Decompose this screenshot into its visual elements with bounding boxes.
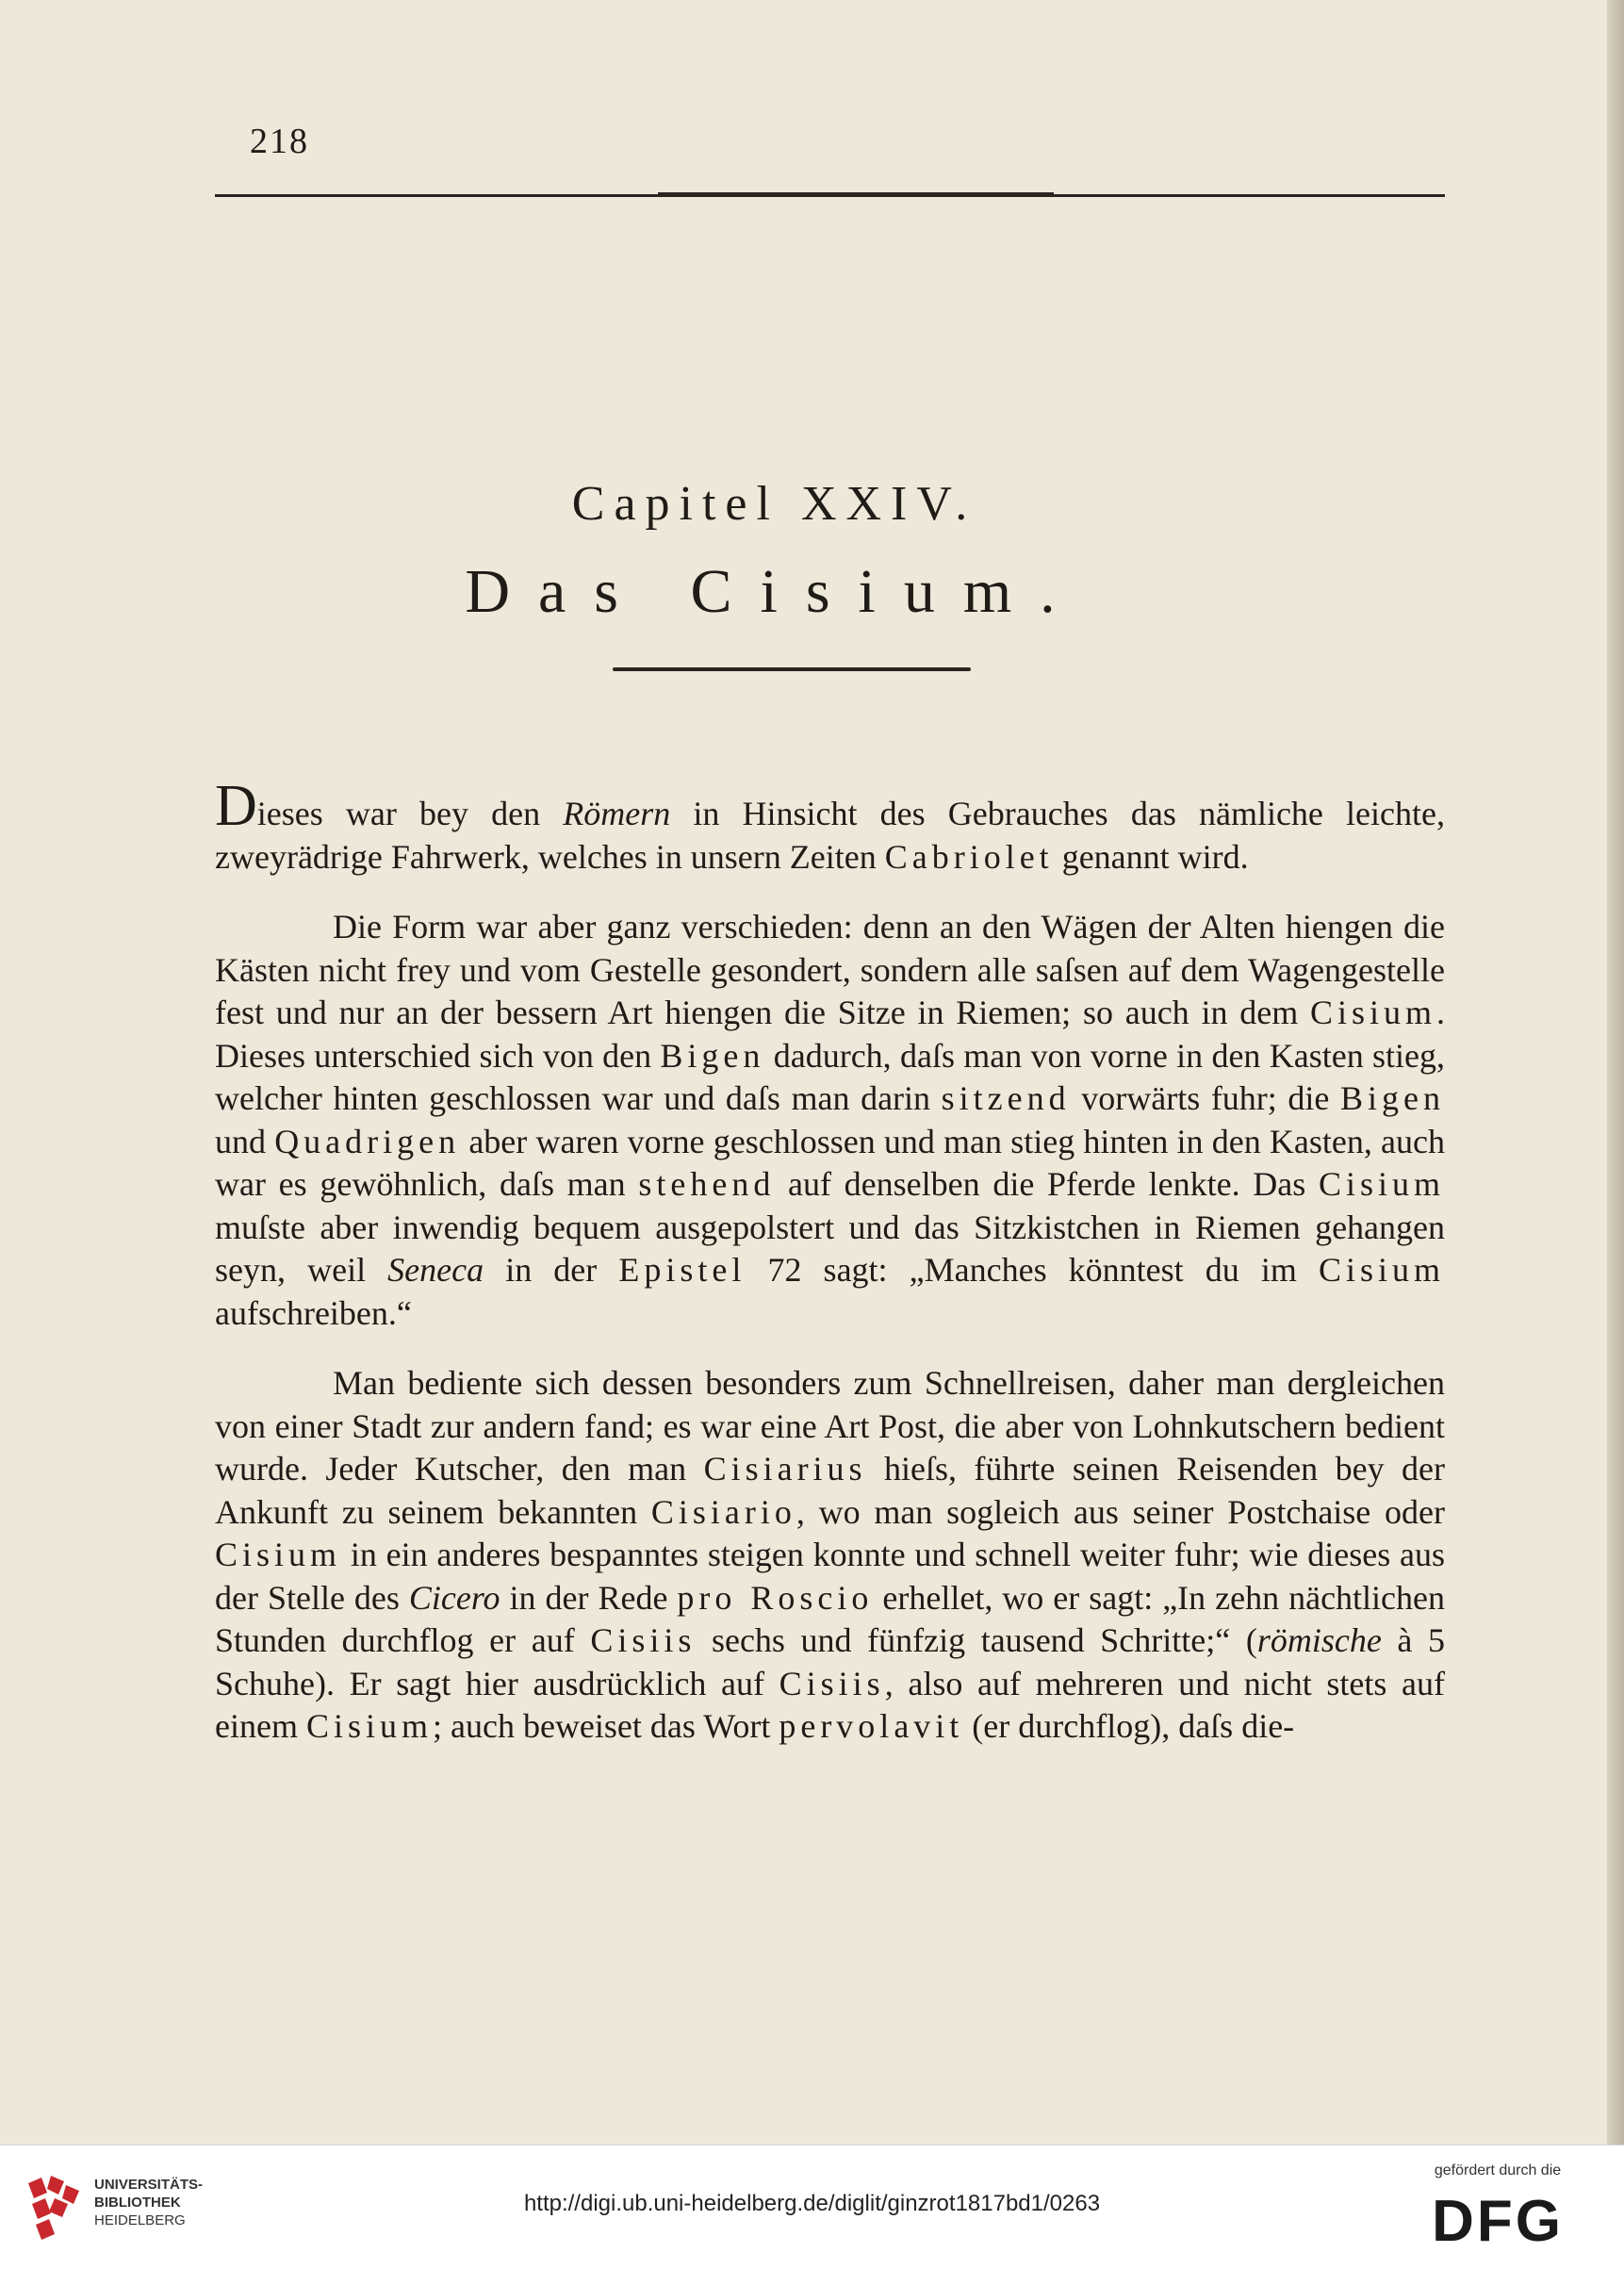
text-run: ; auch beweiset das Wort [433, 1707, 779, 1745]
spaced-run: Cisiis [590, 1621, 697, 1659]
spaced-run: Epistel [618, 1251, 746, 1289]
text-run: in der [484, 1251, 619, 1289]
spaced-run: Cisium [1309, 994, 1436, 1031]
paragraph-3 [215, 1362, 1445, 1749]
text-run: à 5 Schuhe). Er sagt hier ausdrücklich auf [215, 1621, 1445, 1702]
permalink-url[interactable]: http://digi.ub.uni-heidelberg.de/diglit/ginzrot1817bd1/0263 [523, 2191, 1101, 2216]
drop-cap: D [215, 774, 257, 838]
spaced-run: Cisiarius [703, 1450, 867, 1488]
spaced-run: pro Roscio [677, 1578, 874, 1617]
text-run: in ein anderes bespanntes steigen konnte und schnell weiter fuhr; wie dieses aus der Stelle des [215, 1536, 1445, 1617]
header-rule [215, 194, 1445, 197]
spaced-run: sitzend [941, 1079, 1071, 1117]
chapter-title: Das Cisium. [465, 557, 1084, 626]
text-run: vorwärts fuhr; die [1070, 1079, 1340, 1117]
library-name-line: UNIVERSITÄTS- [94, 2177, 204, 2193]
text-run: in Hinsicht des Gebrauches das nämliche leichte, zweyrädrige Fahrwerk, welches in unsern Zeiten [215, 795, 1445, 876]
spaced-run: Cisiis [779, 1664, 885, 1702]
spaced-run: Cisiario [650, 1492, 796, 1531]
spaced-run: Cisium [1318, 1165, 1446, 1203]
text-run: 72 sagt: „Manches könntest du im [746, 1251, 1319, 1289]
spaced-run: pervolavit [779, 1707, 964, 1745]
italic-run: Cicero [408, 1578, 500, 1617]
paragraph-1 [215, 774, 1445, 879]
text-run: , wo man sogleich aus seiner Postchaise oder [796, 1492, 1446, 1531]
text-run: aber waren vorne geschlossen und man stieg hinten in den Kasten, auch war es gewöhnlich, daſs man [215, 1122, 1446, 1203]
page-number: 218 [250, 122, 309, 161]
viewer-footer [0, 2145, 1624, 2269]
library-name-line: BIBLIOTHEK [94, 2195, 181, 2211]
spaced-run: Cisium [1318, 1251, 1446, 1289]
text-run: auf denselben die Pferde lenkte. Das [775, 1165, 1319, 1203]
spaced-run: stehend [638, 1165, 776, 1203]
text-run: Man bediente sich dessen besonders zum Schnellreisen, daher man dergleichen von einer Stadt zur andern fand; es war eine Art Post, die aber von Lohnkutschern bedient wurde. Jeder Kutscher, den man [215, 1364, 1445, 1488]
spaced-run: Cisium [215, 1536, 342, 1573]
text-run: muſste aber inwendig bequem ausgepolstert und das Sitzkistchen in Riemen gehangen seyn, weil [215, 1208, 1445, 1289]
paragraph-2 [215, 906, 1445, 1335]
funding-note: gefördert durch die [1434, 2162, 1562, 2179]
text-run: hieſs, führte seinen Reisenden bey der Ankunft zu seinem bekannten [215, 1450, 1445, 1531]
library-name-line: HEIDELBERG [94, 2212, 186, 2228]
text-run: . Dieses unterschied sich von den [215, 994, 1445, 1075]
spaced-run: Cisium [305, 1707, 433, 1745]
text-run: in der Rede [500, 1578, 678, 1617]
italic-run: römische [1256, 1621, 1382, 1659]
body-text [215, 774, 1446, 1749]
text-run: erhellet, wo er sagt: „In zehn nächtlichen Stunden durchflog er auf [215, 1578, 1446, 1659]
italic-run: Römern [563, 795, 671, 832]
text-run: sechs und fünfzig tausend Schritte;“ ( [696, 1621, 1257, 1659]
spaced-run: Cabriolet [884, 837, 1054, 876]
text-run: genannt wird. [1053, 837, 1249, 876]
text-run: (er durchflog), daſs die- [963, 1707, 1295, 1745]
text-run: und [215, 1122, 275, 1160]
spaced-run: Bigen [1340, 1079, 1445, 1117]
chapter-heading: Capitel XXIV. [571, 477, 977, 531]
text-run: ieses war bey den [256, 795, 564, 832]
text-run: dadurch, daſs man von vorne in den Kasten stieg, welcher hinten geschlossen war und daſs man darin [215, 1036, 1445, 1117]
italic-run: Seneca [387, 1251, 484, 1289]
title-rule [613, 667, 971, 671]
spaced-run: Bigen [660, 1036, 765, 1075]
text-run: aufschreiben.“ [215, 1293, 412, 1332]
text-run: Die Form war aber ganz verschieden: denn an den Wägen der Alten hiengen die Kästen nicht frey und vom Gestelle gesondert, sondern alle saſsen auf dem Wagengestelle fest und nur an der bessern Art hiengen die Sitze in Riemen; so auch in dem [215, 908, 1445, 1031]
dfg-logo: DFG [1432, 2189, 1564, 2254]
page-edge [1607, 0, 1624, 2145]
text-run: , also auf mehreren und nicht stets auf einem [215, 1664, 1446, 1745]
spaced-run: Quadrigen [274, 1122, 461, 1160]
